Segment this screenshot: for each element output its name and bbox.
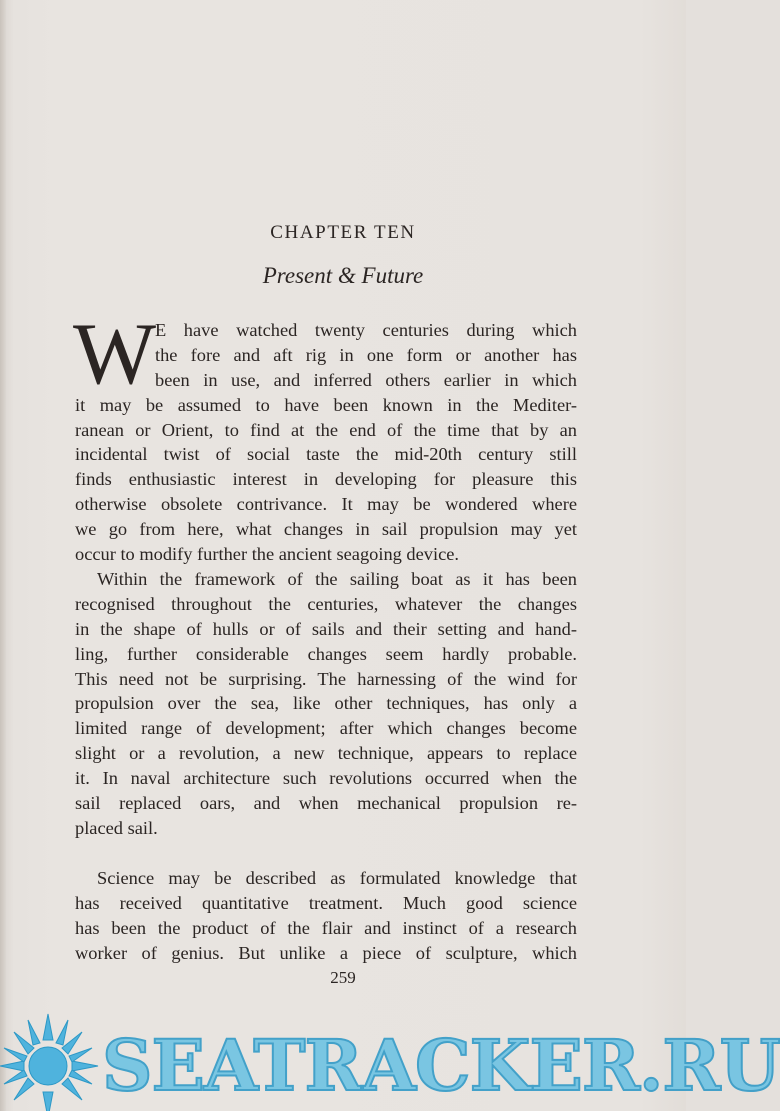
text-line: sail replaced oars, and when mechanical propulsion re- (75, 793, 577, 814)
text-line: it. In naval architecture such revolutions occurred when the (75, 768, 577, 789)
text-line: we go from here, what changes in sail propulsion may yet (75, 519, 577, 540)
text-line: Science may be described as formulated knowledge that (97, 868, 577, 888)
text-line: This need not be surprising. The harnessing of the wind for (75, 668, 577, 689)
text-line: Within the framework of the sailing boat as it has been (97, 569, 577, 589)
text-line: been in use, and inferred others earlier in which (155, 369, 577, 390)
text-line: slight or a revolution, a new technique, appears to replace (75, 743, 577, 764)
text-line: incidental twist of social taste the mid-20th century still (75, 444, 577, 465)
watermark (0, 1010, 780, 1111)
text-line: limited range of development; after which changes become (75, 718, 577, 739)
paragraph-3 (75, 866, 577, 966)
text-line: ranean or Orient, to find at the end of the time that by an (75, 419, 577, 440)
text-line: finds enthusiastic interest in developing for pleasure this (75, 469, 577, 490)
page-number: 259 (330, 968, 356, 987)
drop-cap: W (73, 306, 157, 403)
text-line: otherwise obsolete contrivance. It may be wondered where (75, 494, 577, 515)
text-line: occur to modify further the ancient seagoing device. (75, 544, 460, 565)
paragraph-1 (75, 318, 577, 567)
text-line: has received quantitative treatment. Much good science (75, 892, 577, 913)
text-line: the fore and aft rig in one form or another has (155, 344, 577, 365)
chapter-subtitle: Present & Future (262, 263, 424, 288)
text-line: propulsion over the sea, like other techniques, has only a (75, 693, 577, 714)
chapter-heading: CHAPTER TEN (270, 222, 416, 243)
text-line: recognised throughout the centuries, whatever the changes (75, 593, 577, 614)
text-line: it may be assumed to have been known in the Mediter- (75, 394, 577, 415)
text-line: E have watched twenty centuries during which (155, 320, 577, 340)
text-line: in the shape of hulls or of sails and their setting and hand- (75, 618, 577, 639)
text-line: ling, further considerable changes seem hardly probable. (75, 643, 577, 664)
watermark-text: SEATRACKER.RU (102, 1024, 780, 1107)
page-spine-edge (0, 0, 6, 1111)
text-line: has been the product of the flair and instinct of a research (75, 917, 577, 938)
paragraph-2 (75, 567, 577, 841)
text-line: worker of genius. But unlike a piece of sculpture, which (75, 942, 577, 963)
text-line: placed sail. (75, 817, 158, 838)
sun-icon (0, 1010, 110, 1111)
